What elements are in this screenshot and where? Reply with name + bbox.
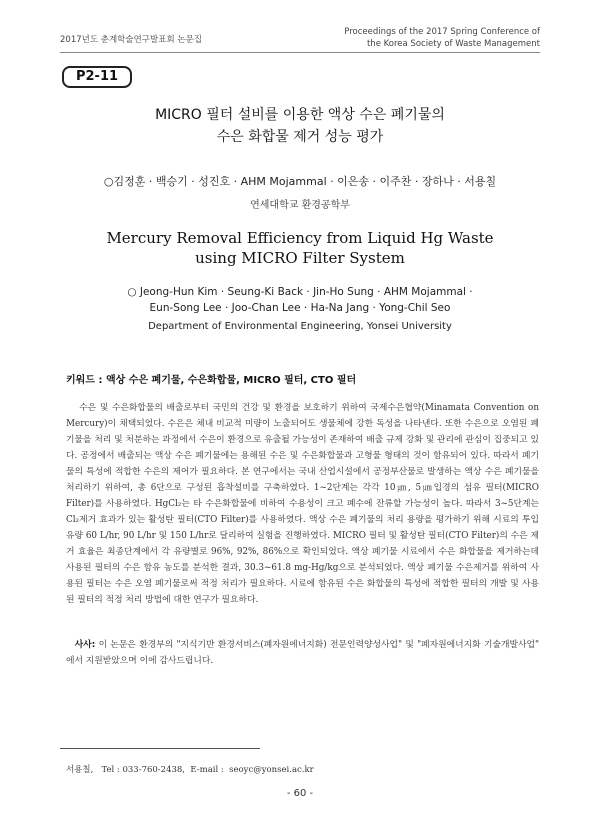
- running-header-right-line2: the Korea Society of Waste Management: [366, 39, 540, 49]
- paper-id-badge: P2-11: [62, 66, 132, 88]
- corresponding-author-footnote: 서용칠, Tel : 033-760-2438, E-mail : seoyc@yonsei.ac.kr: [66, 765, 314, 775]
- korean-title-line1: MICRO 필터 설비를 이용한 액상 수은 폐기물의: [155, 107, 445, 123]
- korean-title: [60, 104, 540, 148]
- page-number: - 60 -: [286, 788, 314, 799]
- abstract-body: 수은 및 수은화합물의 배출로부터 국민의 건강 및 환경을 보호하기 위하여 국제수은협약(Minamata Convention on Mercury)이 채택되었다. 수은은 체내 비교적 미량이 노출되어도 생물체에 강한 독성을 나타낸다. 또한 수은으로 오염된 폐기물을 처리 및 처분하는 과정에서 수은이 환경으로 유출될 가능성이 존재하여 배출 규제 강화 및 관리에 관심이 집중되고 있다. 공정에서 배출되는 액상 수은 폐기물에는 용해된 수은 및 수은화합물과 고형물 형태의 것이 함유되어 있다. 따라서 폐기물의 특성에 적합한 수은의 제어가 필요하다. 본 연구에서는 국내 산업시설에서 공정부산물로 발생하는 액상 수은 폐기물을 처리하기 위하여, 총 6단으로 구성된 흡착설비를 구축하였다. 1~2단계는 각각 10㎛, 5㎛입경의 섬유 필터(MICRO Filter)를 사용하였다. HgCl₂는 타 수은화합물에 비하여 수용성이 크고 폐수에 잔류할 가능성이 높다. 따라서 3~5단계는 Cl₂제거 효과가 있는 활성탄 필터(CTO Filter)를 사용하였다. 액상 수은 폐기물의 처리 용량을 평가하기 위해 시료의 투입 유량 60 L/hr, 90 L/hr 및 150 L/hr로 달리하여 실험을 진행하였다. MICRO 필터 및 활성탄 필터(CTO Filter)의 수은 제거 효율은 최종단계에서 각 유량별로 96%, 92%, 86%으로 확인되었다. 액상 폐기물 시료에서 수은 화합물을 제거하는데 사용된 필터의 수은 함유 농도를 분석한 결과, 30.3~61.8 mg-Hg/kg으로 분석되었다. 액상 폐기물 수은제거를 위하여 사용된 필터는 수은 오염 폐기물로써 적정 처리가 필요하다. 시료에 함유된 수은 화합물의 특성에 적합한 필터의 개발 및 사용된 필터의 적정 처리 방법에 대한 연구가 필요하다.: [66, 403, 539, 605]
- footnote-divider: [60, 748, 260, 749]
- running-header-right-line1: Proceedings of the 2017 Spring Conference of: [344, 27, 540, 37]
- english-authors: [60, 284, 540, 316]
- english-authors-line2: Eun-Song Lee · Joo-Chan Lee · Ha-Na Jang · Yong-Chil Seo: [149, 302, 451, 314]
- korean-authors: ○김정훈 · 백승기 · 성진호 · AHM Mojammal · 이은송 · 이주찬 · 장하나 · 서용칠: [103, 175, 497, 188]
- english-affiliation: Department of Environmental Engineering, Yonsei University: [148, 321, 452, 332]
- korean-title-line2: 수은 화합물 제거 성능 평가: [216, 129, 384, 145]
- english-title-line1: Mercury Removal Efficiency from Liquid Hg Waste: [106, 229, 494, 247]
- running-header-left: 2017년도 춘계학술연구발표회 논문집: [60, 35, 202, 45]
- keywords: 키워드 : 액상 수은 폐기물, 수은화합물, MICRO 필터, CTO 필터: [66, 375, 357, 386]
- acknowledgment: [66, 637, 539, 669]
- acknowledgment-text: 이 논문은 환경부의 "지식기반 환경서비스(폐자원에너지화) 전문인력양성사업" 및 "폐자원에너지화 기술개발사업" 에서 지원받았으며 이에 감사드립니다.: [66, 640, 539, 666]
- acknowledgment-label: 사사:: [74, 640, 96, 650]
- korean-affiliation: 연세대학교 환경공학부: [250, 200, 350, 211]
- english-authors-line1: ○ Jeong-Hun Kim · Seung-Ki Back · Jin-Ho Sung · AHM Mojammal ·: [127, 286, 473, 298]
- english-title: [60, 228, 540, 268]
- header-divider: [60, 52, 540, 53]
- running-header-right: [344, 26, 540, 50]
- english-title-line2: using MICRO Filter System: [195, 249, 405, 267]
